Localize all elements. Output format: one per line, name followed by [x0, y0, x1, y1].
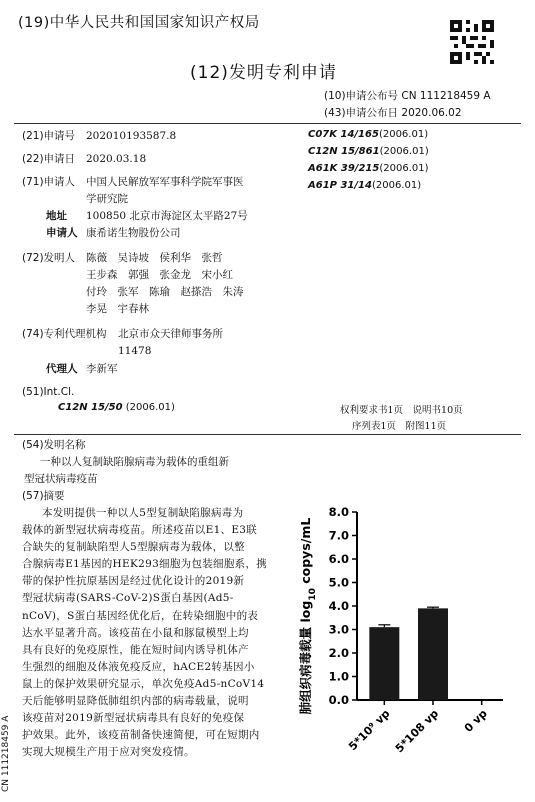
application-date-label: (22)申请日	[22, 153, 76, 165]
agent-label: 代理人	[46, 363, 78, 375]
application-no-label: (21)申请号	[22, 130, 76, 142]
applicant-2: 康希诺生物股份公司	[86, 227, 181, 239]
office-name: (19)中华人民共和国国家知识产权局	[18, 15, 260, 31]
agency-line-2: 11478	[118, 345, 152, 357]
agency-label: (74)专利代理机构	[22, 328, 107, 340]
y-tick-label: 8.0	[328, 505, 349, 519]
applicant-2-label: 申请人	[46, 227, 78, 239]
ipc-entry: A61P 31/14(2006.01)	[308, 180, 422, 191]
title-label: (54)发明名称	[22, 439, 86, 451]
x-tick-label: 5*108 vp	[392, 706, 442, 756]
abstract-line: 生强烈的细胞及体液免疫反应，hACE2转基因小	[22, 660, 255, 673]
y-tick-label: 7.0	[328, 528, 349, 543]
publication-date: (43)申请公布日 2020.06.02	[324, 107, 462, 119]
x-tick-label: 0 vp	[461, 706, 490, 735]
ipc-entry: C07K 14/165(2006.01)	[308, 129, 429, 140]
title-line-1: 一种以人复制缺陷腺病毒为载体的重组新	[40, 456, 229, 468]
applicant-label: (71)申请人	[22, 176, 76, 188]
inventors-label: (72)发明人	[22, 252, 76, 264]
publication-number: (10)申请公布号 CN 111218459 A	[324, 90, 491, 102]
application-no: 202010193587.8	[86, 130, 177, 142]
address: 100850 北京市海淀区太平路27号	[86, 210, 248, 222]
application-date: 2020.03.18	[86, 153, 147, 165]
int-cl-label: (51)Int.Cl.	[22, 386, 75, 398]
abstract-label: (57)摘要	[22, 490, 65, 502]
viral-load-bar-chart	[280, 490, 530, 780]
abstract-line: 护效果。此外，该疫苗制备快速简便，可在短期内	[22, 729, 260, 742]
y-tick-label: 6.0	[328, 552, 349, 566]
abstract-body	[22, 505, 272, 761]
agency-line-1: 北京市众天律师事务所	[118, 328, 223, 340]
abstract-line: 本发明提供一种以人5型复制缺陷腺病毒为	[42, 507, 244, 519]
abstract-line: 实现大规模生产用于应对突发疫情。	[22, 746, 195, 759]
abstract-line: 合腺病毒E1基因的HEK293细胞为包装细胞系，携	[22, 558, 268, 571]
ipc-entry: C12N 15/861(2006.01)	[308, 146, 429, 157]
title-line-2: 型冠状病毒疫苗	[24, 473, 98, 485]
divider	[14, 123, 521, 124]
applicant-line-1: 中国人民解放军军事科学院军事医	[86, 176, 244, 188]
inventor-line: 付玲 张军 陈瑜 赵搽浩 朱涛	[86, 286, 244, 298]
y-tick-label: 2.0	[328, 646, 349, 660]
page-count-line-1: 权利要求书1页 说明书10页	[340, 405, 463, 416]
abstract-line: nCoV)，S蛋白基因经优化后，在转染细胞中的表	[22, 609, 259, 622]
inventor-line: 李晃 宇春林	[86, 303, 149, 315]
abstract-line: 该疫苗对2019新型冠状病毒具有良好的免疫保	[22, 712, 245, 725]
abstract-line: 型冠状病毒(SARS-CoV-2)S蛋白基因(Ad5-	[22, 592, 234, 605]
page-count-line-2: 序列表1页 附图11页	[352, 421, 447, 432]
side-publication-number: CN 111218459 A	[1, 715, 11, 792]
divider	[14, 434, 521, 435]
y-tick-label: 4.0	[328, 599, 349, 613]
doc-type: (12)发明专利申请	[190, 63, 337, 83]
applicant-line-2: 学研究院	[86, 193, 128, 205]
bar	[369, 627, 399, 700]
int-cl-entry: C12N 15/50 (2006.01)	[58, 402, 175, 413]
y-axis-label: 肺组织病毒载量 $\log_{10}$ copys/mL	[298, 517, 318, 715]
y-tick-label: 3.0	[328, 622, 349, 637]
abstract-line: 带的保护性抗原基因是经过优化设计的2019新	[22, 575, 245, 588]
inventor-line: 陈薇 吴诗坡 侯利华 张哲	[86, 252, 223, 264]
y-tick-label: 5.0	[328, 575, 349, 590]
qr-code	[450, 20, 494, 64]
y-tick-label: 0.0	[328, 693, 349, 707]
address-label: 地址	[46, 210, 67, 222]
abstract-line: 合缺失的复制缺陷型人5型腺病毒为载体，以整	[22, 541, 245, 554]
ipc-entry: A61K 39/215(2006.01)	[308, 163, 429, 174]
abstract-line: 具有良好的免疫原性，能在短时间内诱导机体产	[22, 643, 249, 656]
abstract-line: 天后能够明显降低肺组织内部的病毒载量，说明	[22, 695, 249, 708]
x-tick-label: 5*10⁹ vp	[346, 706, 393, 754]
y-tick-label: 1.0	[328, 669, 349, 684]
abstract-line: 达水平显著升高。该疫苗在小鼠和豚鼠模型上均	[22, 626, 249, 639]
bar	[418, 608, 448, 700]
agent: 李新军	[86, 363, 118, 375]
abstract-line: 鼠上的保护效果研究显示，单次免疫Ad5-nCoV14	[22, 677, 265, 690]
inventor-line: 王步森 郭强 张金龙 宋小红	[86, 269, 233, 281]
abstract-line: 载体的新型冠状病毒疫苗。所述疫苗以E1、E3联	[22, 524, 258, 537]
